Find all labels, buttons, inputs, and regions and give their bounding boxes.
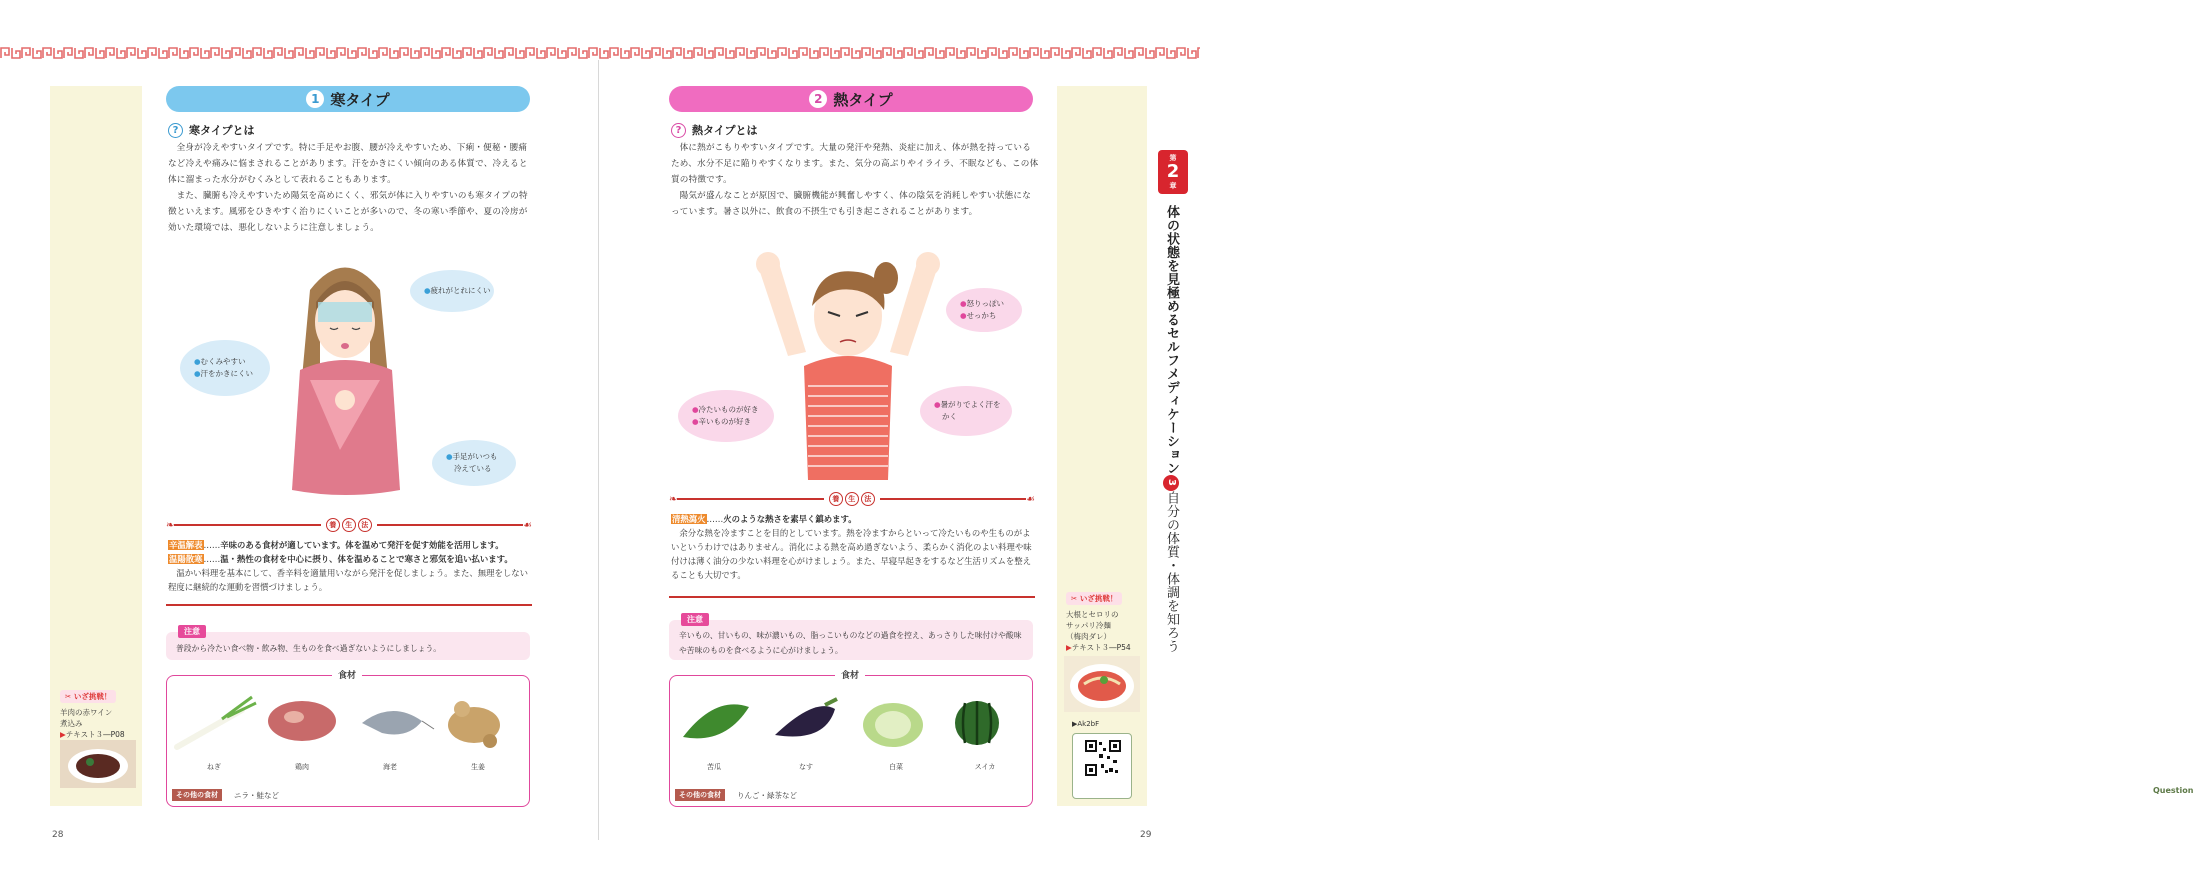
food-label: 生姜 [471,763,485,771]
challenge-label: ✂ いざ挑戦！ [1066,592,1122,605]
cold-question-heading [168,122,254,138]
food-label: スイカ [974,763,996,771]
hot-bubble-3: ●暑がりでよく汗を かく [920,386,1012,436]
hot-type-title [669,86,1033,112]
method-bottom-line [669,596,1035,598]
cold-description [168,140,532,236]
hot-question-heading [671,122,757,138]
food-title: 食材 [835,668,865,681]
cold-woman-illustration [280,250,410,500]
hot-description [671,140,1039,220]
cold-noodle-photo [1064,656,1140,712]
caution-tag: 注意 [178,625,206,638]
yojo-divider: ❧ 養 生 法 ☙ [166,519,533,531]
chapter-badge: 第 2 章 [1158,150,1188,194]
cold-methods [168,538,532,594]
paragraph: 体に熱がこもりやすいタイプです。大量の発汗や発熱、炎症に加え、体が熱を持っているため、水分不足に陥りやすくなります。また、気分の高ぶりやイライラ、不眠なども、この体質の特徴です。 [671,143,1039,185]
food-label: なす [799,763,813,771]
leek-icon [177,697,256,747]
food-label: ねぎ [207,763,221,771]
caution-tag: 注意 [681,613,709,626]
qr-code-id: ▶Ak2bF [1072,720,1100,728]
method-bottom-line [166,604,532,606]
method-note: 温かい料理を基本にして、香辛料を適量用いながら発汗を促しましょう。また、無理をしない程度に継続的な運動を習慣づけましょう。 [168,568,528,592]
paragraph: 全身が冷えやすいタイプです。特に手足やお腹、腰が冷えやすいため、下痢・便秘・腰痛など冷えや痛みに悩まされることがあります。汗をかきにくい傾向のある体質で、冷えると体に溜まった水分がむくみとして表れることもあります。 [168,143,528,185]
title-number: 1 [306,90,324,108]
title-number: 2 [809,90,827,108]
title-text: 寒タイプ [330,90,390,109]
method-item: 清熱瀉火……火のような熱さを素早く鎮めます。 [672,514,857,524]
challenge-label: ✂ いざ挑戦！ [60,690,116,703]
lamb-stew-photo [60,740,136,788]
cold-bubble-3: ●手足がいつも 冷えている [432,440,516,486]
chicken-icon [268,701,336,741]
qr-label: Question [2153,786,2193,795]
bitter-melon-icon [683,704,749,738]
cold-bubble-2: ●むくみやすい ●汗をかきにくい [180,340,270,396]
hot-methods [671,512,1037,582]
food-label: 海老 [383,763,397,771]
cold-food-images [172,695,522,755]
shrimp-icon [362,711,434,735]
method-item: 辛温解表……辛味のある食材が適しています。体を温めて発汗を促す効能を活用します。 [169,540,504,550]
page-gutter [598,60,599,840]
challenge-text: 羊肉の赤ワイン 煮込み ▶テキスト３―P08 [60,708,125,739]
question-heading-text: 寒タイプとは [189,124,255,137]
question-icon: ? [671,123,686,138]
ginger-icon [448,701,500,748]
paragraph: 陽気が盛んなことが原因で、臓腑機能が興奮しやすく、体の陰気を消耗しやすい状態になっています。暑さ以外に、飲食の不摂生でも引き起こされることがあります。 [671,191,1032,217]
other-foods-tag: その他の食材 [675,789,725,801]
eggplant-icon [775,699,837,737]
page-number-left: 28 [52,830,64,840]
hot-bubble-2: ●冷たいものが好き ●辛いものが好き [678,390,774,442]
cold-bubble-1: ●疲れがとれにくい [410,270,494,312]
paragraph: また、臓腑も冷えやすいため陽気を高めにくく、邪気が体に入りやすいのも寒タイプの特徴といえます。風邪をひきやすく治りにくいことが多いので、冬の寒い季節や、夏の冷房が効いた環境では、悪化しないように注意しましょう。 [168,191,528,233]
hot-food-images [675,695,1025,755]
method-note: 余分な熱を冷ますことを目的としています。熱を冷ますからといって冷たいものや生ものがよいというわけではありません。消化による熱を高め過ぎないよう、柔らかく消化のよい料理や味付けは薄く油分の少ない料理を心がけましょう。また、早寝早起きをするなど生活リズムを整えることも大切です。 [671,528,1032,580]
watermelon-icon [955,701,999,745]
hot-woman-illustration [748,246,948,480]
yojo-divider: ❧ 養 生 法 ☙ [669,493,1036,505]
chapter-vertical-title: 体の状態を見極めるセルフメディケーション3自分の体質・体調を知ろう [1164,205,1179,653]
food-label: 白菜 [889,763,903,771]
food-label: 苦瓜 [707,763,721,771]
page-number-right: 29 [1140,830,1152,840]
hot-bubble-1: ●怒りっぽい ●せっかち [946,288,1022,332]
other-foods-text: りんご・緑茶など [737,791,797,800]
food-title: 食材 [332,668,362,681]
title-text: 熱タイプ [833,90,893,109]
caution-text: 普段から冷たい食べ物・飲み物、生ものを食べ過ぎないようにしましょう。 [176,644,442,653]
food-label: 鶏肉 [295,763,309,771]
qr-code-icon [1085,740,1121,776]
qr-code-box[interactable] [1072,733,2193,799]
method-item: 温陽散寒……温・熱性の食材を中心に摂り、体を温めることで寒さと邪気を追い払います。 [169,554,513,564]
challenge-text: 大根とセロリの サッパリ冷麺 （梅肉ダレ） ▶テキスト３―P54 [1066,610,1131,652]
greek-key-border [0,46,1200,60]
caution-text: 辛いもの、甘いもの、味が濃いもの、脂っこいものなどの過食を控え、あっさりした味付けや酸味や苦味のものを食べるように心がけましょう。 [679,631,1022,655]
question-icon: ? [168,123,183,138]
other-foods-text: ニラ・鮭など [234,791,279,800]
other-foods-tag: その他の食材 [172,789,222,801]
napa-cabbage-icon [863,703,923,747]
question-heading-text: 熱タイプとは [692,124,758,137]
cold-type-title [166,86,530,112]
